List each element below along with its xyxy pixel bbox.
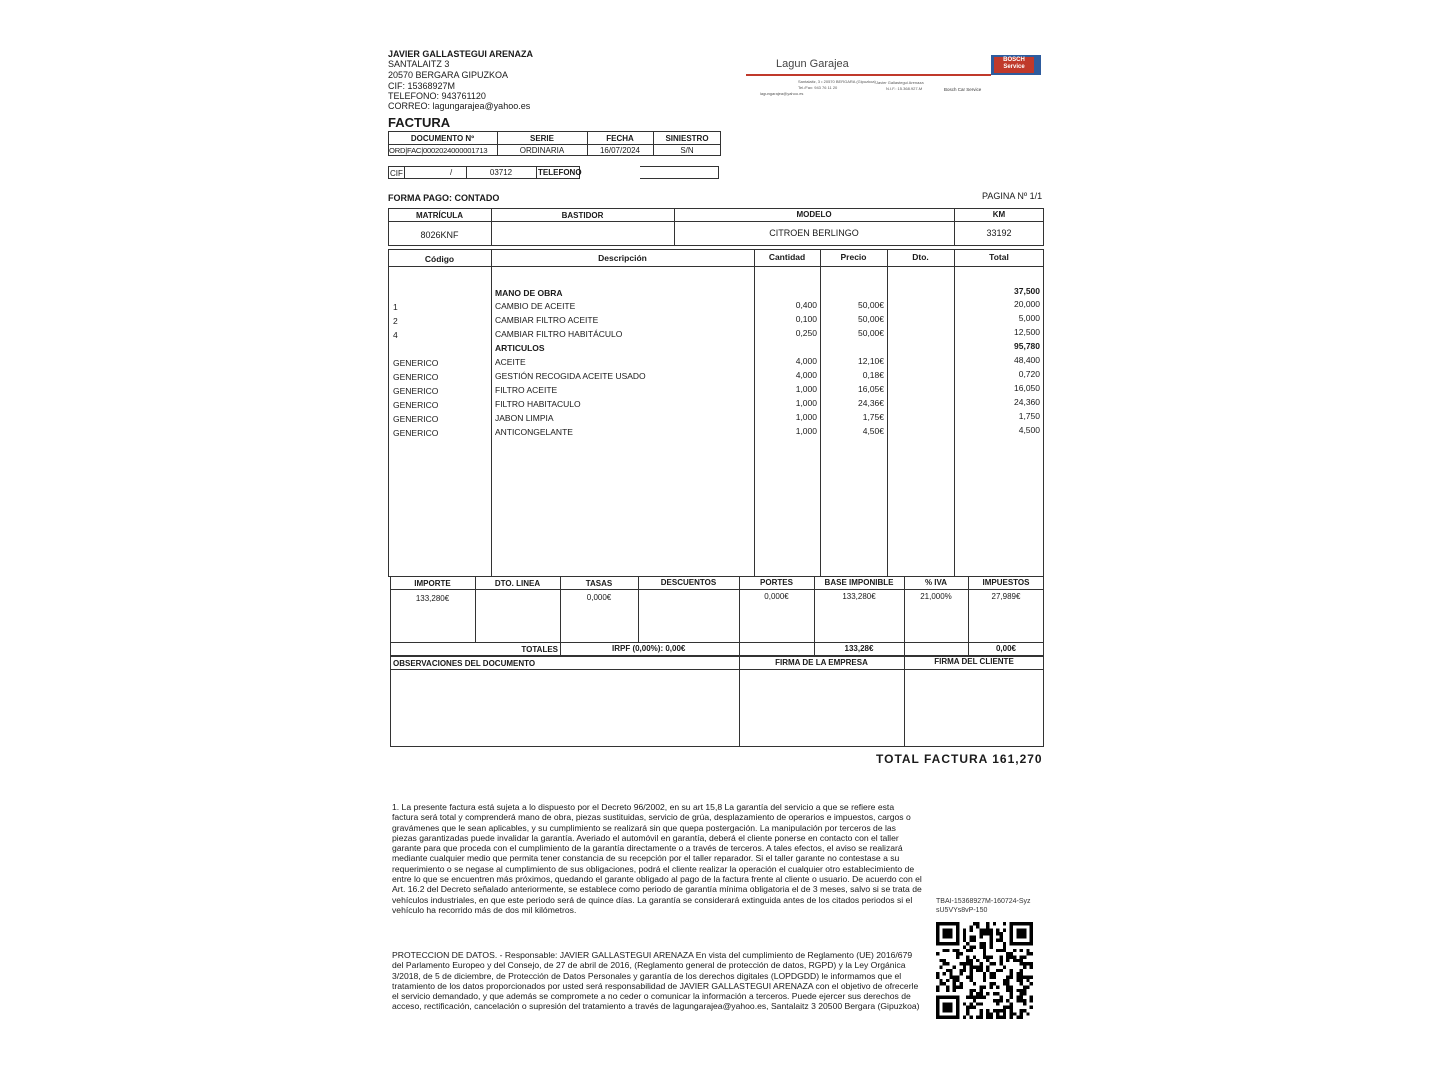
col-total: Total	[989, 252, 1009, 262]
totals-label-line-discount: DTO. LINEA	[494, 579, 541, 588]
line-code: GENERICO	[393, 414, 439, 424]
line-price: 50,00€	[858, 314, 884, 324]
invoice-lines-table	[388, 249, 1044, 577]
total-invoice-clip	[876, 750, 1046, 766]
vehicle-label-chassis: BASTIDOR	[561, 211, 604, 220]
client-code: 03712	[489, 168, 513, 177]
totals-row-tax: 0,00€	[995, 644, 1017, 653]
totals-value-shipping: 0,000€	[764, 592, 789, 601]
totals-label-shipping: PORTES	[760, 578, 793, 587]
col-quantity: Cantidad	[768, 252, 806, 262]
line-qty: 4,000	[795, 356, 817, 366]
line-total: 24,360	[1014, 397, 1040, 407]
totals-value-taxes: 27,989€	[991, 592, 1021, 601]
line-code: GENERICO	[393, 358, 439, 368]
line-qty: 1,000	[795, 384, 817, 394]
company-signature-label: FIRMA DE LA EMPRESA	[775, 658, 868, 667]
totals-label-discounts: DESCUENTOS	[660, 578, 717, 587]
line-total: 16,050	[1014, 383, 1040, 393]
vehicle-label-model: MODELO	[796, 210, 832, 219]
client-phone-label: TELEFONO	[538, 168, 582, 177]
company-logo	[746, 52, 1046, 102]
line-qty: 1,000	[795, 426, 817, 436]
company-name: JAVIER GALLASTEGUI ARENAZA	[388, 49, 534, 59]
logo-email: lagungarajea@yahoo.es	[760, 91, 804, 96]
tbai-code: TBAI-15368927M-160724-SyzsU5VYs8vP-150	[936, 898, 1031, 914]
line-code: 2	[393, 316, 398, 326]
logo-red-line	[746, 74, 991, 76]
col-discount: Dto.	[912, 252, 929, 262]
doc-value-series: ORDINARIA	[519, 146, 565, 155]
line-desc: CAMBIAR FILTRO ACEITE	[495, 315, 599, 325]
line-code: GENERICO	[393, 386, 439, 396]
line-price: 24,36€	[858, 398, 884, 408]
doc-label-claim: SINIESTRO	[665, 134, 709, 143]
section-title: MANO DE OBRA	[495, 288, 563, 298]
totals-label-fees: TASAS	[585, 579, 613, 588]
line-price: 4,50€	[862, 426, 884, 436]
totals-value-tax-base: 133,280€	[842, 592, 876, 601]
total-invoice: TOTAL FACTURA 161,270	[876, 752, 1043, 766]
qr-code-icon	[936, 922, 1033, 1019]
client-signature-label: FIRMA DEL CLIENTE	[934, 657, 1014, 666]
line-qty: 0,100	[795, 314, 817, 324]
doc-value-number: ORD|FAC|0002024000001713	[389, 146, 488, 155]
line-desc: CAMBIAR FILTRO HABITÁCULO	[495, 329, 623, 339]
section-total: 95,780	[1014, 341, 1040, 351]
line-total: 1,750	[1018, 411, 1040, 421]
totals-row-label: TOTALES	[521, 645, 558, 654]
company-email: CORREO: lagungarajea@yahoo.es	[388, 101, 531, 111]
line-code: 4	[393, 330, 398, 340]
doc-value-date: 16/07/2024	[599, 146, 641, 155]
line-desc: FILTRO HABITACULO	[495, 399, 581, 409]
totals-label-tax-base: BASE IMPONIBLE	[824, 578, 894, 587]
line-desc: JABON LIMPIA	[495, 413, 554, 423]
logo-phone: Tel./Fax: 943 76 11 20	[798, 85, 838, 90]
line-total: 20,000	[1014, 299, 1040, 309]
totals-row-irpf: IRPF (0,00%): 0,00€	[612, 644, 686, 653]
line-qty: 4,000	[795, 370, 817, 380]
client-cif-label: CIF	[390, 169, 403, 178]
line-total: 4,500	[1018, 425, 1040, 435]
line-code: GENERICO	[393, 428, 439, 438]
logo-nif: N.I.F.: 15.368.927-M	[886, 86, 923, 91]
line-total: 12,500	[1014, 327, 1040, 337]
observations-label: OBSERVACIONES DEL DOCUMENTO	[393, 659, 536, 668]
bosch-badge-text: BOSCH Service	[994, 57, 1034, 73]
section-title: ARTICULOS	[495, 343, 545, 353]
line-qty: 1,000	[795, 398, 817, 408]
line-code: 1	[393, 302, 398, 312]
logo-owner: Javier Gallastegui Arenaza	[876, 80, 924, 85]
line-total: 5,000	[1018, 313, 1040, 323]
line-total: 48,400	[1014, 355, 1040, 365]
vehicle-label-plate: MATRÍCULA	[416, 211, 463, 220]
line-desc: FILTRO ACEITE	[495, 385, 558, 395]
bosch-badge	[991, 55, 1041, 75]
line-desc: CAMBIO DE ACEITE	[495, 301, 576, 311]
line-code: GENERICO	[393, 372, 439, 382]
line-price: 1,75€	[862, 412, 884, 422]
page-number: PAGINA Nº 1/1	[982, 191, 1043, 201]
company-cif: CIF: 15368927M	[388, 81, 456, 91]
totals-row-base: 133,28€	[844, 644, 874, 653]
totals-label-vat: % IVA	[924, 578, 948, 587]
line-total: 0,720	[1018, 369, 1040, 379]
company-address: SANTALAITZ 3	[388, 59, 450, 69]
line-desc: ANTICONGELANTE	[495, 427, 573, 437]
line-desc: ACEITE	[495, 357, 526, 367]
vehicle-km: 33192	[986, 228, 1012, 238]
line-price: 12,10€	[858, 356, 884, 366]
line-price: 50,00€	[858, 300, 884, 310]
logo-name: Lagun Garajea	[776, 58, 849, 70]
company-city: 20570 BERGARA GIPUZKOA	[388, 70, 509, 80]
line-qty: 0,400	[795, 300, 817, 310]
line-price: 0,18€	[862, 370, 884, 380]
col-description: Descripción	[598, 253, 647, 263]
warranty-notice: 1. La presente factura está sujeta a lo dispuesto por el Decreto 96/2002, en su art 15,8 La garantía del servicio a que se refiere esta factura será total y comprenderá mano de obra, piezas sustituidas, servicio de grúa, desplazamiento de operarios e impuestos, cargos o gravámenes que le sean aplicables, y su cumplimiento se realizará sin que quepa postergación. La manipulación por terceros de las piezas garantizadas puede invalidar la garantía. Averiado el automóvil en garantía, deberá el cliente ponerse en contacto con el taller garante para que proceda con el cumplimiento de la garantía directamente o a través de terceros. A tales efectos, el aviso se realizará mediante cualquier medio que permita tener constancia de su recepción por el taller reparador. Si el taller garante no contestase a su requerimiento o se negase al cumplimiento de sus obligaciones, podrá el cliente realizar la operación el cualquier otro establecimiento de entre lo que se encuentren más próximos, quedando el garante obligado al pago de la factura frente al cliente o usuario. De acuerdo con el Art. 16.2 del Decreto señalado anteriormente, se establece como periodo de garantía mínima obligatoria el de 3 meses, salvo si se trata de vehículos industriales, en que este periodo será de quince días. La garantía se considerará extinguida antes de los citados periodos si el vehículo ha recorrido más de dos mil kilómetros.	[392, 802, 922, 915]
doc-label-number: DOCUMENTO Nº	[410, 134, 475, 143]
payment-method: FORMA PAGO: CONTADO	[388, 193, 500, 203]
doc-label-date: FECHA	[606, 134, 634, 143]
company-phone: TELEFONO: 943761120	[388, 91, 486, 101]
logo-address: Santalaitz, 3 • 20570 BERGARA (Gipuzkoa)	[798, 79, 876, 84]
totals-value-vat: 21,000%	[920, 592, 952, 601]
logo-service: Bosch Car Service	[944, 87, 982, 92]
totals-label-taxes: IMPUESTOS	[982, 578, 1030, 587]
section-total: 37,500	[1014, 286, 1040, 296]
col-code: Código	[424, 254, 455, 264]
vehicle-label-km: KM	[992, 210, 1006, 219]
line-price: 50,00€	[858, 328, 884, 338]
doc-value-claim: S/N	[680, 146, 694, 155]
client-separator: /	[450, 168, 453, 177]
invoice-title: FACTURA	[388, 115, 451, 130]
line-desc: GESTIÓN RECOGIDA ACEITE USADO	[495, 371, 646, 381]
line-code: GENERICO	[393, 400, 439, 410]
totals-value-fees: 0,000€	[586, 593, 612, 602]
vehicle-model: CITROEN BERLINGO	[769, 228, 859, 238]
line-qty: 0,250	[795, 328, 817, 338]
totals-label-amount: IMPORTE	[414, 579, 451, 588]
col-price: Precio	[840, 252, 867, 262]
totals-value-amount: 133,280€	[415, 594, 450, 603]
doc-label-series: SERIE	[529, 134, 554, 143]
vehicle-plate: 8026KNF	[420, 230, 459, 240]
line-price: 16,05€	[858, 384, 884, 394]
data-protection-notice: PROTECCION DE DATOS. - Responsable: JAVIER GALLASTEGUI ARENAZA En vista del cumplimiento de Reglamento (UE) 2016/679 del Parlamento Europeo y del Consejo, de 27 de abril de 2016, (Reglamento general de protección de datos, RGPD) y la Ley Orgánica 3/2018, de 5 de diciembre, de Protección de Datos Personales y garantía de los derechos digitales (LOPDGDD) le informamos que el tratamiento de los datos proporcionados por usted será responsabilidad de JAVIER GALLASTEGUI ARENAZA con el objetivo de ofrecerle el servicio demandado, y que además se compromete a no ceder o comunicar la información a terceros. Puede ejercer sus derechos de acceso, rectificación, cancelación o supresión del tratamiento a través de lagungarajea@yahoo.es, Santalaitz 3 20500 Bergara (Gipuzkoa)	[392, 950, 920, 1012]
line-qty: 1,000	[795, 412, 817, 422]
